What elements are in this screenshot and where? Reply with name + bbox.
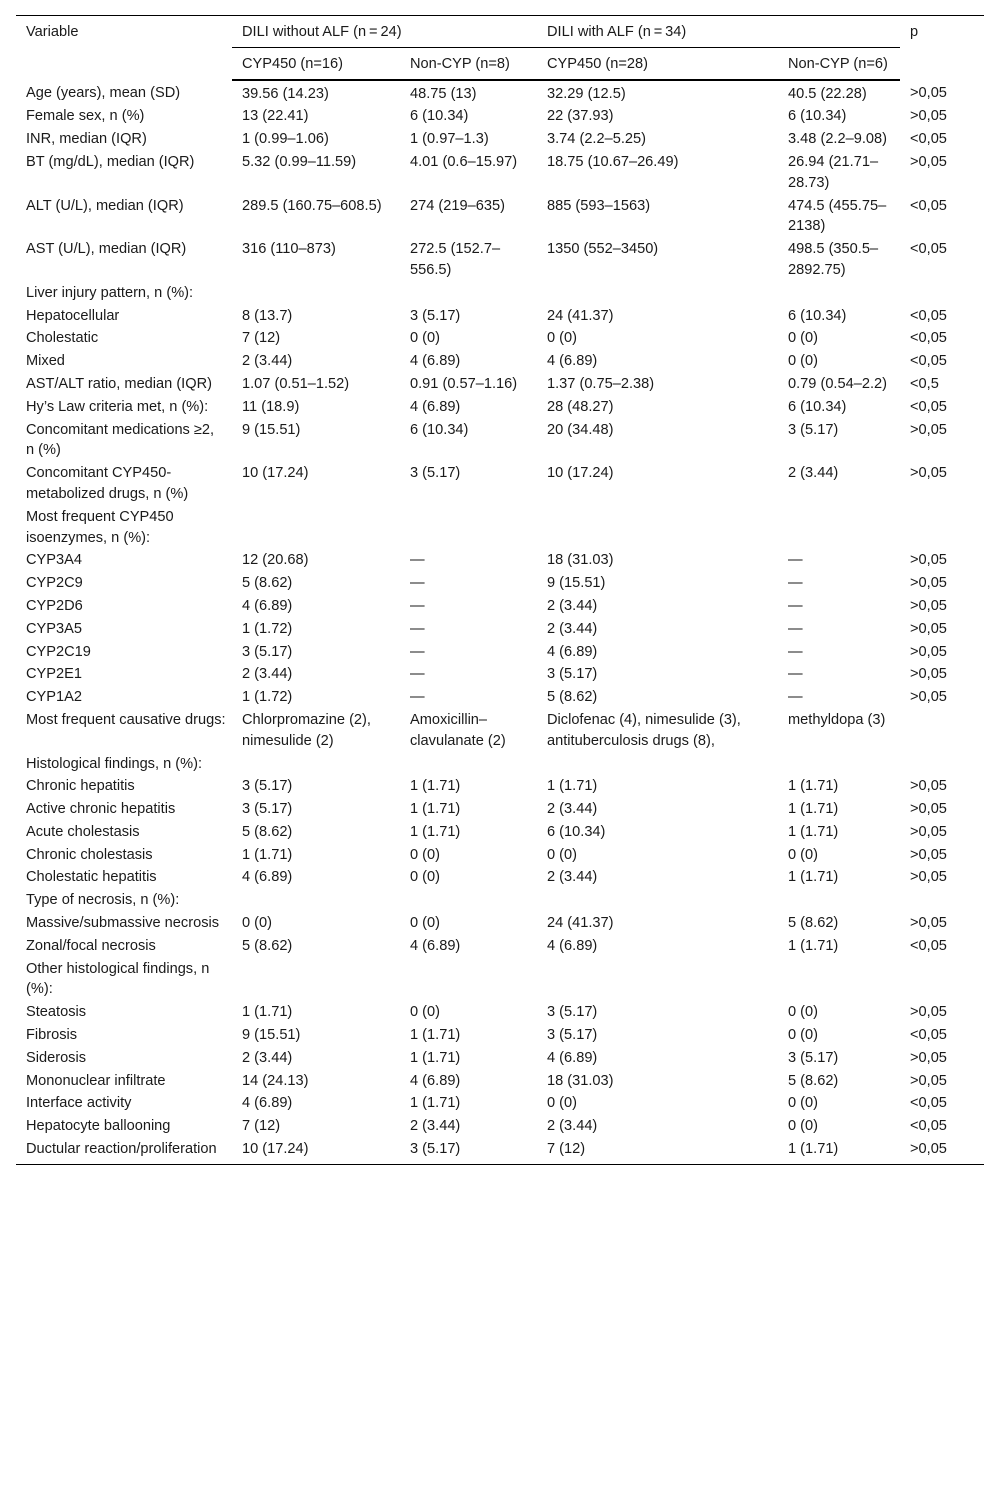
cell-variable: Hy’s Law criteria met, n (%): <box>26 398 209 415</box>
cell-p-value: >0,05 <box>910 1049 947 1066</box>
table-row <box>16 1070 984 1093</box>
cell-noncyp-with-alf: 3.48 (2.2–9.08) <box>788 131 887 148</box>
header-sub-noncyp-without-alf: Non-CYP (n=8) <box>400 47 537 79</box>
cell-cyp-with-alf: 24 (41.37) <box>547 307 614 324</box>
cell-cyp-with-alf: 2 (3.44) <box>547 801 598 818</box>
cell-p-value: >0,05 <box>910 1072 947 1089</box>
table-row <box>16 1047 984 1070</box>
cell-variable: INR, median (IQR) <box>26 131 147 148</box>
cell-noncyp-with-alf <box>778 958 900 1002</box>
cell-cyp-without-alf: 9 (15.51) <box>242 421 301 438</box>
cell-noncyp-with-alf <box>778 753 900 776</box>
cell-cyp-without-alf: 9 (15.51) <box>242 1027 301 1044</box>
cell-noncyp-without-alf: 3 (5.17) <box>410 465 461 482</box>
cell-cyp-with-alf: 2 (3.44) <box>547 597 598 614</box>
cell-cyp-with-alf: 1350 (552–3450) <box>547 241 659 258</box>
cell-cyp-without-alf: 5 (8.62) <box>242 823 293 840</box>
cell-noncyp-without-alf: — <box>410 597 425 614</box>
table-row <box>16 686 984 709</box>
table-row <box>16 506 984 550</box>
cell-noncyp-without-alf: 1 (1.71) <box>410 1095 461 1112</box>
cell-cyp-with-alf: 2 (3.44) <box>547 620 598 637</box>
cell-cyp-with-alf: 28 (48.27) <box>547 398 614 415</box>
table-row <box>16 958 984 1002</box>
cell-cyp-with-alf: 3 (5.17) <box>547 666 598 683</box>
table-row <box>16 419 984 463</box>
header-sub-noncyp-with-alf: Non-CYP (n=6) <box>778 47 900 79</box>
cell-p-value: <0,5 <box>910 375 939 392</box>
table-row <box>16 1001 984 1024</box>
cell-variable: Type of necrosis, n (%): <box>26 892 180 909</box>
table-row <box>16 80 984 106</box>
cell-cyp-with-alf <box>537 282 778 305</box>
table-row <box>16 912 984 935</box>
cell-noncyp-with-alf: — <box>788 552 803 569</box>
cell-cyp-without-alf: 2 (3.44) <box>242 353 293 370</box>
cell-cyp-without-alf: 10 (17.24) <box>242 465 309 482</box>
cell-cyp-without-alf: 3 (5.17) <box>242 778 293 795</box>
cell-cyp-without-alf: 5.32 (0.99–11.59) <box>242 153 357 170</box>
table-body <box>16 80 984 1165</box>
cell-noncyp-with-alf: — <box>788 597 803 614</box>
cell-noncyp-without-alf: 4.01 (0.6–15.97) <box>410 153 518 170</box>
cell-p-value: <0,05 <box>910 330 947 347</box>
cell-cyp-with-alf: Diclofenac (4), nimesulide (3), antituberculosis drugs (8), <box>547 711 741 749</box>
cell-cyp-without-alf: 289.5 (160.75–608.5) <box>242 197 382 214</box>
cell-variable: CYP2D6 <box>26 597 83 614</box>
cell-variable: Cholestatic <box>26 330 99 347</box>
cell-p-value: >0,05 <box>910 465 947 482</box>
table-row <box>16 595 984 618</box>
table-row <box>16 238 984 282</box>
cell-cyp-without-alf: Chlorpromazine (2), nimesulide (2) <box>242 711 371 749</box>
cell-noncyp-with-alf <box>778 506 900 550</box>
cell-p-value: >0,05 <box>910 620 947 637</box>
cell-p-value: <0,05 <box>910 1027 947 1044</box>
table-row <box>16 151 984 195</box>
cell-cyp-with-alf: 1 (1.71) <box>547 778 598 795</box>
cell-cyp-without-alf: 1 (1.71) <box>242 1004 293 1021</box>
cell-noncyp-with-alf: 40.5 (22.28) <box>788 85 867 102</box>
cell-cyp-without-alf: 2 (3.44) <box>242 666 293 683</box>
cell-noncyp-with-alf: 1 (1.71) <box>788 778 839 795</box>
cell-variable: Fibrosis <box>26 1027 78 1044</box>
cell-noncyp-without-alf: 1 (0.97–1.3) <box>410 131 489 148</box>
cell-variable: Acute cholestasis <box>26 823 140 840</box>
cell-cyp-with-alf: 1.37 (0.75–2.38) <box>547 375 655 392</box>
cell-cyp-without-alf: 13 (22.41) <box>242 108 309 125</box>
table-row <box>16 753 984 776</box>
cell-noncyp-without-alf: 2 (3.44) <box>410 1118 461 1135</box>
cell-cyp-without-alf: 10 (17.24) <box>232 1138 400 1164</box>
cell-cyp-without-alf: 7 (12) <box>242 1118 281 1135</box>
cell-variable: Most frequent CYP450 isoenzymes, n (%): <box>26 508 174 546</box>
cell-cyp-with-alf: 5 (8.62) <box>547 689 598 706</box>
table-row <box>16 105 984 128</box>
cell-variable: Hepatocyte ballooning <box>26 1118 171 1135</box>
cell-noncyp-without-alf: 0 (0) <box>410 330 441 347</box>
cell-noncyp-without-alf: 1 (1.71) <box>410 801 461 818</box>
cell-cyp-with-alf: 6 (10.34) <box>547 823 606 840</box>
cell-cyp-with-alf: 0 (0) <box>547 846 578 863</box>
cell-cyp-with-alf: 9 (15.51) <box>547 575 606 592</box>
cell-variable: Hepatocellular <box>26 307 120 324</box>
cell-variable: Most frequent causative drugs: <box>26 711 226 728</box>
cell-noncyp-without-alf: 0.91 (0.57–1.16) <box>410 375 518 392</box>
cell-cyp-with-alf: 10 (17.24) <box>547 465 614 482</box>
cell-p-value: <0,05 <box>910 1095 947 1112</box>
table-row <box>16 1115 984 1138</box>
cell-variable: ALT (U/L), median (IQR) <box>26 197 184 214</box>
cell-cyp-with-alf: 7 (12) <box>537 1138 778 1164</box>
cell-variable: Liver injury pattern, n (%): <box>26 284 194 301</box>
cell-noncyp-without-alf <box>400 282 537 305</box>
cell-noncyp-with-alf: 6 (10.34) <box>788 307 847 324</box>
cell-cyp-without-alf: 1.07 (0.51–1.52) <box>242 375 350 392</box>
cell-variable: Massive/submassive necrosis <box>26 915 220 932</box>
cell-noncyp-without-alf: 0 (0) <box>410 1004 441 1021</box>
cell-noncyp-without-alf: 1 (1.71) <box>410 778 461 795</box>
cell-variable: Age (years), mean (SD) <box>26 84 181 101</box>
cell-cyp-without-alf: 1 (1.72) <box>242 689 293 706</box>
cell-noncyp-with-alf: — <box>788 643 803 660</box>
cell-noncyp-with-alf: — <box>788 620 803 637</box>
cell-noncyp-without-alf: 0 (0) <box>410 846 441 863</box>
cell-noncyp-without-alf: — <box>410 552 425 569</box>
data-table-container <box>16 15 984 1165</box>
cell-noncyp-with-alf <box>778 282 900 305</box>
cell-noncyp-without-alf: 6 (10.34) <box>410 421 469 438</box>
cell-cyp-without-alf: 4 (6.89) <box>242 869 293 886</box>
cell-p-value: <0,05 <box>910 398 947 415</box>
cell-p-value <box>900 506 984 550</box>
cell-p-value: >0,05 <box>910 801 947 818</box>
cell-p-value: <0,05 <box>910 1118 947 1135</box>
cell-cyp-with-alf <box>537 958 778 1002</box>
table-row <box>16 866 984 889</box>
cell-noncyp-without-alf: — <box>410 689 425 706</box>
cell-cyp-without-alf: 0 (0) <box>242 915 273 932</box>
cell-noncyp-without-alf: 0 (0) <box>410 915 441 932</box>
cell-noncyp-without-alf: — <box>410 643 425 660</box>
cell-variable: BT (mg/dL), median (IQR) <box>26 153 195 170</box>
cell-cyp-with-alf: 0 (0) <box>547 1095 578 1112</box>
cell-noncyp-with-alf: 0 (0) <box>788 330 819 347</box>
cell-noncyp-with-alf: 2 (3.44) <box>788 465 839 482</box>
cell-cyp-without-alf: 5 (8.62) <box>242 937 293 954</box>
table-row <box>16 549 984 572</box>
cell-cyp-without-alf: 12 (20.68) <box>242 552 309 569</box>
cell-cyp-with-alf <box>537 506 778 550</box>
table-row <box>16 775 984 798</box>
cell-noncyp-with-alf: 0 (0) <box>788 1095 819 1112</box>
table-row <box>16 844 984 867</box>
cell-variable: CYP2E1 <box>26 666 82 683</box>
cell-noncyp-with-alf: 26.94 (21.71–28.73) <box>788 153 879 191</box>
cell-noncyp-with-alf: 0 (0) <box>788 1004 819 1021</box>
cell-noncyp-with-alf: — <box>788 689 803 706</box>
cell-p-value: >0,05 <box>910 823 947 840</box>
table-row <box>16 305 984 328</box>
cell-p-value <box>900 709 984 753</box>
cell-variable: Chronic cholestasis <box>26 846 153 863</box>
cell-noncyp-with-alf: 1 (1.71) <box>788 801 839 818</box>
cell-noncyp-with-alf: 5 (8.62) <box>788 1072 839 1089</box>
cell-variable: CYP3A4 <box>26 552 82 569</box>
cell-p-value: >0,05 <box>910 915 947 932</box>
cell-p-value: >0,05 <box>910 597 947 614</box>
table-row <box>16 396 984 419</box>
cell-noncyp-without-alf: 4 (6.89) <box>410 937 461 954</box>
cell-p-value: >0,05 <box>910 84 947 101</box>
cell-noncyp-without-alf <box>400 753 537 776</box>
table-row <box>16 462 984 506</box>
cell-p-value <box>900 958 984 1002</box>
cell-p-value: <0,05 <box>910 307 947 324</box>
cell-cyp-without-alf: 11 (18.9) <box>242 398 300 415</box>
cell-noncyp-without-alf: 272.5 (152.7–556.5) <box>410 241 501 278</box>
header-sub-cyp-without-alf: CYP450 (n=16) <box>232 47 400 79</box>
cell-p-value: <0,05 <box>910 131 947 148</box>
table-row <box>16 282 984 305</box>
cell-cyp-with-alf: 0 (0) <box>547 330 578 347</box>
cell-p-value: >0,05 <box>900 1138 984 1164</box>
cell-noncyp-without-alf: 48.75 (13) <box>410 85 477 102</box>
cell-cyp-with-alf: 2 (3.44) <box>547 1118 598 1135</box>
cell-noncyp-with-alf: — <box>788 666 803 683</box>
table-row <box>16 641 984 664</box>
cell-noncyp-without-alf <box>400 958 537 1002</box>
cell-variable: Other histological findings, n (%): <box>26 960 210 998</box>
cell-noncyp-with-alf: 3 (5.17) <box>788 1049 839 1066</box>
cell-variable: Female sex, n (%) <box>26 108 145 125</box>
cell-noncyp-without-alf: 4 (6.89) <box>410 398 461 415</box>
cell-cyp-without-alf <box>232 506 400 550</box>
cell-cyp-with-alf: 4 (6.89) <box>547 353 598 370</box>
cell-cyp-with-alf: 4 (6.89) <box>547 937 598 954</box>
cell-p-value <box>900 753 984 776</box>
cell-p-value: >0,05 <box>910 666 947 683</box>
cell-p-value: >0,05 <box>910 1004 947 1021</box>
cell-noncyp-with-alf: 5 (8.62) <box>788 915 839 932</box>
cell-noncyp-without-alf: 6 (10.34) <box>410 108 469 125</box>
table-row <box>16 821 984 844</box>
table-row <box>16 1092 984 1115</box>
cell-cyp-without-alf: 5 (8.62) <box>242 575 293 592</box>
cell-noncyp-with-alf: 0.79 (0.54–2.2) <box>788 375 887 392</box>
cell-noncyp-without-alf: 4 (6.89) <box>410 353 461 370</box>
cell-p-value: >0,05 <box>910 153 947 170</box>
cell-cyp-with-alf: 18 (31.03) <box>547 552 614 569</box>
table-row <box>16 935 984 958</box>
cell-cyp-with-alf: 2 (3.44) <box>547 869 598 886</box>
table-row <box>16 128 984 151</box>
cell-noncyp-without-alf: 3 (5.17) <box>410 307 461 324</box>
cell-noncyp-without-alf: 274 (219–635) <box>410 197 505 214</box>
header-p: p <box>900 16 984 80</box>
table-row <box>16 798 984 821</box>
cell-cyp-without-alf: 2 (3.44) <box>242 1049 293 1066</box>
cell-cyp-with-alf: 24 (41.37) <box>547 915 614 932</box>
cell-cyp-without-alf: 1 (1.71) <box>242 846 293 863</box>
cell-cyp-with-alf: 3 (5.17) <box>547 1004 598 1021</box>
cell-p-value: >0,05 <box>910 846 947 863</box>
cell-p-value: >0,05 <box>910 778 947 795</box>
cell-cyp-with-alf: 22 (37.93) <box>547 108 614 125</box>
cell-variable: Concomitant medications ≥2, n (%) <box>26 421 215 459</box>
cell-noncyp-without-alf: — <box>410 575 425 592</box>
cell-cyp-with-alf: 32.29 (12.5) <box>547 85 626 102</box>
table-row <box>16 663 984 686</box>
data-table <box>16 15 984 1165</box>
cell-variable: Mixed <box>26 353 65 370</box>
cell-cyp-with-alf: 4 (6.89) <box>547 1049 598 1066</box>
table-row <box>16 1024 984 1047</box>
cell-noncyp-with-alf: 498.5 (350.5–2892.75) <box>788 241 879 278</box>
cell-variable: CYP1A2 <box>26 689 82 706</box>
cell-noncyp-with-alf: 6 (10.34) <box>788 398 847 415</box>
cell-cyp-without-alf: 1 (0.99–1.06) <box>242 131 329 148</box>
cell-cyp-without-alf: 8 (13.7) <box>242 307 293 324</box>
cell-variable: Siderosis <box>26 1049 87 1066</box>
cell-variable: AST/ALT ratio, median (IQR) <box>26 375 212 392</box>
cell-noncyp-with-alf: 1 (1.71) <box>788 823 839 840</box>
cell-cyp-with-alf: 4 (6.89) <box>547 643 598 660</box>
cell-noncyp-with-alf: 3 (5.17) <box>788 421 839 438</box>
cell-noncyp-without-alf: 0 (0) <box>410 869 441 886</box>
cell-cyp-with-alf: 3.74 (2.2–5.25) <box>547 131 646 148</box>
cell-cyp-without-alf: 14 (24.13) <box>242 1072 309 1089</box>
cell-p-value <box>900 889 984 912</box>
cell-variable: Concomitant CYP450-metabolized drugs, n (%) <box>26 465 189 502</box>
cell-noncyp-without-alf: 3 (5.17) <box>400 1138 537 1164</box>
cell-variable: Zonal/focal necrosis <box>26 937 156 954</box>
cell-cyp-with-alf: 18.75 (10.67–26.49) <box>547 153 679 170</box>
table-row <box>16 327 984 350</box>
cell-noncyp-without-alf: 1 (1.71) <box>410 1027 461 1044</box>
cell-p-value: >0,05 <box>910 552 947 569</box>
cell-noncyp-without-alf: 1 (1.71) <box>410 823 461 840</box>
cell-variable: Cholestatic hepatitis <box>26 869 157 886</box>
cell-variable: Ductular reaction/proliferation <box>16 1138 232 1164</box>
table-row <box>16 373 984 396</box>
cell-noncyp-without-alf: 4 (6.89) <box>410 1072 461 1089</box>
table-row <box>16 1138 984 1164</box>
cell-noncyp-with-alf: — <box>788 575 803 592</box>
cell-noncyp-without-alf <box>400 889 537 912</box>
cell-p-value: <0,05 <box>910 197 947 214</box>
cell-noncyp-with-alf: 1 (1.71) <box>788 937 839 954</box>
table-row <box>16 889 984 912</box>
table-row <box>16 350 984 373</box>
cell-cyp-without-alf <box>232 889 400 912</box>
cell-variable: Chronic hepatitis <box>26 778 135 795</box>
cell-cyp-without-alf: 3 (5.17) <box>242 643 293 660</box>
cell-noncyp-with-alf: 474.5 (455.75–2138) <box>788 197 887 235</box>
cell-noncyp-with-alf: 0 (0) <box>788 1027 819 1044</box>
cell-cyp-with-alf: 20 (34.48) <box>547 421 614 438</box>
cell-variable: Active chronic hepatitis <box>26 801 176 818</box>
cell-p-value: <0,05 <box>910 353 947 370</box>
table-header <box>16 16 984 80</box>
table-row <box>16 618 984 641</box>
cell-cyp-without-alf: 3 (5.17) <box>242 801 293 818</box>
cell-p-value: <0,05 <box>910 937 947 954</box>
table-row <box>16 709 984 753</box>
header-sub-cyp-with-alf: CYP450 (n=28) <box>537 47 778 79</box>
cell-noncyp-without-alf: — <box>410 666 425 683</box>
cell-cyp-without-alf <box>232 753 400 776</box>
cell-variable: Histological findings, n (%): <box>26 755 203 772</box>
cell-cyp-without-alf: 4 (6.89) <box>242 597 293 614</box>
header-group-with-alf: DILI with ALF (n = 34) <box>537 16 900 48</box>
cell-noncyp-with-alf <box>778 889 900 912</box>
cell-cyp-with-alf: 885 (593–1563) <box>547 197 651 214</box>
cell-noncyp-with-alf: 0 (0) <box>788 353 819 370</box>
header-group-without-alf: DILI without ALF (n = 24) <box>232 16 537 48</box>
cell-cyp-with-alf <box>537 889 778 912</box>
cell-cyp-with-alf: 3 (5.17) <box>547 1027 598 1044</box>
cell-variable: AST (U/L), median (IQR) <box>26 241 187 258</box>
cell-p-value: >0,05 <box>910 643 947 660</box>
cell-variable: CYP2C9 <box>26 575 83 592</box>
cell-p-value: <0,05 <box>910 241 947 258</box>
cell-noncyp-with-alf: methyldopa (3) <box>788 711 886 728</box>
table-row <box>16 572 984 595</box>
header-variable: Variable <box>16 16 232 80</box>
cell-p-value <box>900 282 984 305</box>
cell-p-value: >0,05 <box>910 869 947 886</box>
cell-noncyp-without-alf: Amoxicillin–clavulanate (2) <box>410 711 506 749</box>
cell-cyp-with-alf <box>537 753 778 776</box>
cell-noncyp-without-alf <box>400 506 537 550</box>
cell-p-value: >0,05 <box>910 108 947 125</box>
cell-variable: Interface activity <box>26 1095 132 1112</box>
cell-cyp-without-alf: 39.56 (14.23) <box>242 85 329 102</box>
cell-cyp-without-alf: 316 (110–873) <box>242 241 336 258</box>
cell-p-value: >0,05 <box>910 421 947 438</box>
cell-noncyp-without-alf: — <box>410 620 425 637</box>
cell-variable: Steatosis <box>26 1004 87 1021</box>
cell-cyp-with-alf: 18 (31.03) <box>547 1072 614 1089</box>
cell-cyp-without-alf: 4 (6.89) <box>242 1095 293 1112</box>
cell-cyp-without-alf <box>232 282 400 305</box>
cell-cyp-without-alf: 1 (1.72) <box>242 620 293 637</box>
cell-noncyp-without-alf: 1 (1.71) <box>410 1049 461 1066</box>
cell-variable: CYP3A5 <box>26 620 82 637</box>
cell-noncyp-with-alf: 0 (0) <box>788 846 819 863</box>
cell-variable: Mononuclear infiltrate <box>26 1072 166 1089</box>
table-row <box>16 195 984 239</box>
cell-p-value: >0,05 <box>910 689 947 706</box>
cell-variable: CYP2C19 <box>26 643 91 660</box>
cell-p-value: >0,05 <box>910 575 947 592</box>
cell-noncyp-with-alf: 0 (0) <box>788 1118 819 1135</box>
cell-noncyp-with-alf: 1 (1.71) <box>788 869 839 886</box>
cell-noncyp-with-alf: 6 (10.34) <box>788 108 847 125</box>
cell-cyp-without-alf: 7 (12) <box>242 330 281 347</box>
cell-noncyp-with-alf: 1 (1.71) <box>778 1138 900 1164</box>
cell-cyp-without-alf <box>232 958 400 1002</box>
